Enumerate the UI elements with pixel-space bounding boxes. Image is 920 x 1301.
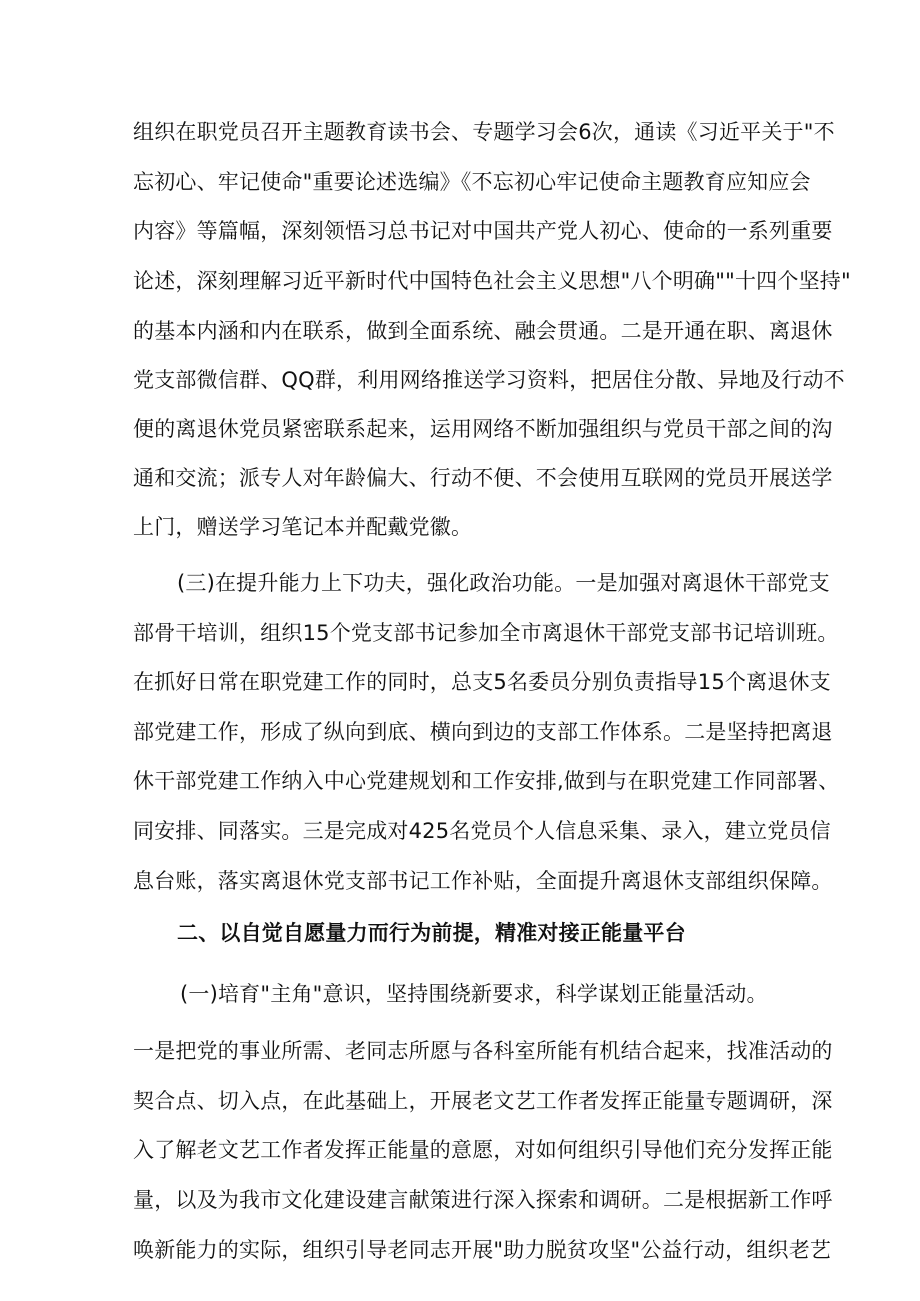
text-line: 论述，深刻理解习近平新时代中国特色社会主义思想"八个明确""十四个坚持" [133,269,851,293]
text-line: 唤新能力的实际，组织引导老同志开展"助力脱贫攻坚"公益行动，组织老艺 [133,1238,832,1262]
text-line: 便的离退休党员紧密联系起来，运用网络不断加强组织与党员干部之间的沟 [133,417,833,441]
text-line: 内容》等篇幅，深刻领悟习总书记对中国共产党人初心、使命的一系列重要 [133,219,833,243]
text-line: 休干部党建工作纳入中心党建规划和工作安排,做到与在职党建工作同部署、 [133,769,840,793]
text-line: (三)在提升能力上下功夫，强化政治功能。一是加强对离退休干部党支 [177,571,830,595]
text-line: 量，以及为我市文化建设建言献策进行深入探索和调研。二是根据新工作呼 [133,1188,833,1212]
text-line: 上门，赠送学习笔记本并配戴党徽。 [133,515,473,539]
text-line: 一是把党的事业所需、老同志所愿与各科室所能有机结合起来，找准活动的 [133,1039,833,1063]
text-line: 部党建工作，形成了纵向到底、横向到边的支部工作体系。二是坚持把离退 [133,720,833,744]
text-line: 通和交流；派专人对年龄偏大、行动不便、不会使用互联网的党员开展送学 [133,466,833,490]
text-line: 同安排、同落实。三是完成对425名党员个人信息采集、录入，建立党员信 [133,819,831,843]
text-line: 契合点、切入点，在此基础上，开展老文艺工作者发挥正能量专题调研，深 [133,1089,833,1113]
text-line: 忘初心、牢记使命"重要论述选编》《不忘初心牢记使命主题教育应知应会 [133,170,811,194]
text-line: 在抓好日常在职党建工作的同时，总支5名委员分别负责指导15个离退休支 [133,670,831,694]
text-line: 息台账，落实离退休党支部书记工作补贴，全面提升离退休支部组织保障。 [133,869,833,893]
subsection-heading: (一)培育"主角"意识，坚持围绕新要求，科学谋划正能量活动。 [180,982,768,1006]
text-line: 部骨干培训，组织15个党支部书记参加全市离退休干部党支部书记培训班。 [133,621,839,645]
text-line: 组织在职党员召开主题教育读书会、专题学习会6次，通读《习近平关于"不 [133,120,835,144]
text-line: 入了解老文艺工作者发挥正能量的意愿，对如何组织引导他们充分发挥正能 [133,1138,833,1162]
section-heading: 二、以自觉自愿量力而行为前提，精准对接正能量平台 [177,921,686,945]
text-line: 的基本内涵和内在联系，做到全面系统、融会贯通。二是开通在职、离退休 [133,319,833,343]
text-line: 党支部微信群、QQ群，利用网络推送学习资料，把居住分散、异地及行动不 [133,368,845,392]
